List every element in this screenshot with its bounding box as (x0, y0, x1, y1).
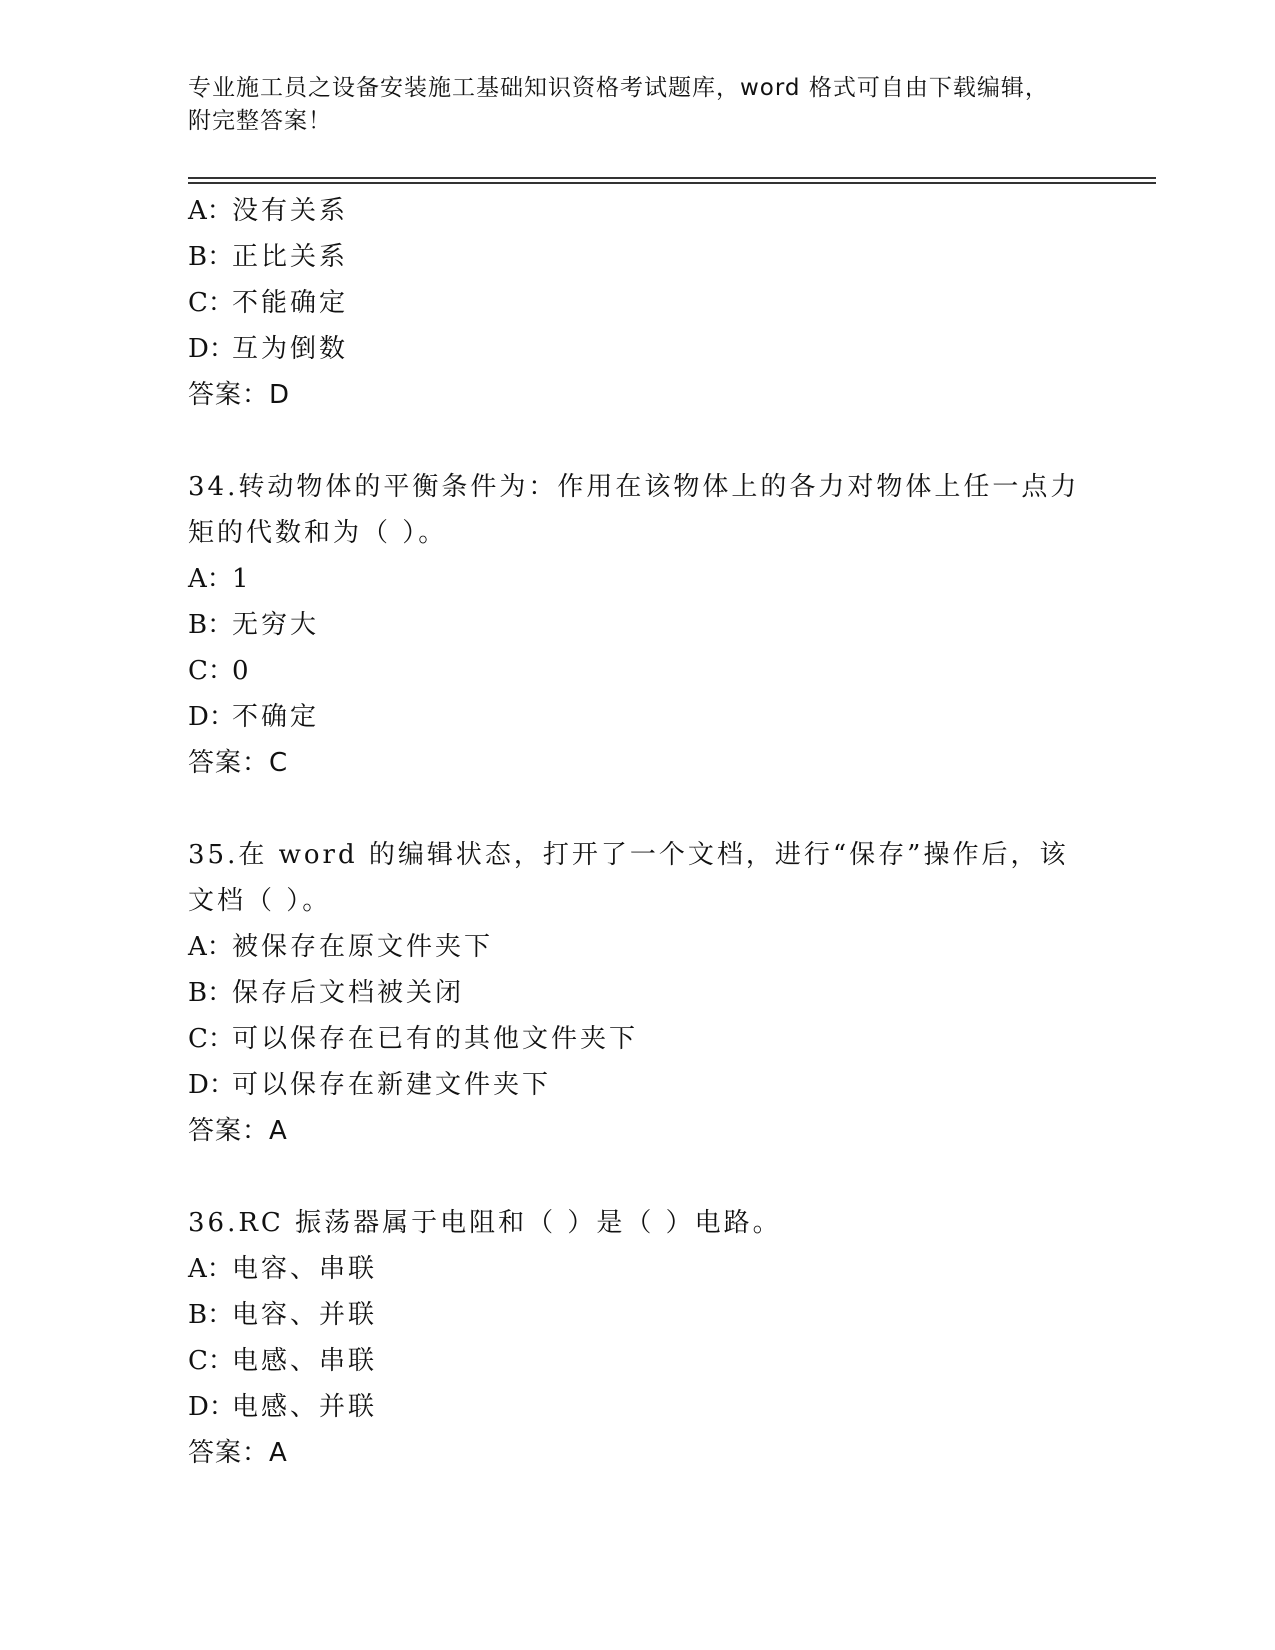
option-b (188, 602, 1088, 648)
option-text: 没有关系 (232, 196, 349, 226)
document-header (188, 72, 1088, 138)
option-text: 0 (232, 656, 252, 686)
question-36 (188, 1200, 1088, 1476)
option-b (188, 1292, 1088, 1338)
option-d (188, 1062, 1088, 1108)
question-list (188, 188, 1088, 1476)
question-stem: 35.在 word 的编辑状态，打开了一个文档，进行“保存”操作后，该 (188, 840, 1069, 870)
option-d (188, 694, 1088, 740)
option-text: 不确定 (232, 702, 320, 732)
option-text: 无穷大 (232, 610, 320, 640)
option-text: 不能确定 (232, 288, 349, 318)
answer: 答案：C (188, 748, 289, 778)
option-label: B： (188, 1300, 234, 1330)
option-d (188, 1384, 1088, 1430)
question-stem-continued: 矩的代数和为（ ）。 (188, 518, 448, 548)
answer: 答案：A (188, 1116, 288, 1146)
option-text: 电感、并联 (232, 1392, 378, 1422)
option-label: C： (188, 1024, 234, 1054)
option-label: A： (188, 1254, 233, 1284)
answer: 答案：D (188, 380, 291, 410)
header-divider-bottom (188, 182, 1156, 184)
option-c (188, 1338, 1088, 1384)
option-a (188, 924, 1088, 970)
option-text: 电感、串联 (232, 1346, 378, 1376)
question-33 (188, 188, 1088, 418)
option-c (188, 280, 1088, 326)
option-label: C： (188, 1346, 234, 1376)
option-a (188, 556, 1088, 602)
option-label: B： (188, 610, 234, 640)
option-label: D： (188, 702, 235, 732)
option-label: A： (188, 932, 233, 962)
option-label: B： (188, 978, 234, 1008)
answer: 答案：A (188, 1438, 288, 1468)
question-stem: 34.转动物体的平衡条件为：作用在该物体上的各力对物体上任一点力 (188, 472, 1080, 502)
header-line-1: 专业施工员之设备安装施工基础知识资格考试题库，word 格式可自由下载编辑， (188, 75, 1049, 101)
option-text: 保存后文档被关闭 (232, 978, 465, 1008)
option-d (188, 326, 1088, 372)
question-35 (188, 832, 1088, 1154)
question-stem: 36.RC 振荡器属于电阻和（ ）是（ ）电路。 (188, 1208, 782, 1238)
option-label: D： (188, 334, 235, 364)
option-text: 可以保存在已有的其他文件夹下 (232, 1024, 639, 1054)
option-b (188, 970, 1088, 1016)
option-a (188, 188, 1088, 234)
option-c (188, 648, 1088, 694)
option-label: D： (188, 1392, 235, 1422)
option-text: 1 (232, 564, 252, 594)
option-text: 电容、并联 (232, 1300, 378, 1330)
option-text: 被保存在原文件夹下 (232, 932, 494, 962)
header-divider-top (188, 177, 1156, 179)
option-b (188, 234, 1088, 280)
option-text: 可以保存在新建文件夹下 (232, 1070, 552, 1100)
question-34 (188, 464, 1088, 786)
option-c (188, 1016, 1088, 1062)
option-text: 正比关系 (232, 242, 349, 272)
option-label: C： (188, 656, 234, 686)
option-text: 互为倒数 (232, 334, 349, 364)
option-label: D： (188, 1070, 235, 1100)
option-label: C： (188, 288, 234, 318)
question-stem-continued: 文档（ ）。 (188, 886, 332, 916)
option-label: A： (188, 564, 233, 594)
header-line-2: 附完整答案！ (188, 108, 332, 134)
option-a (188, 1246, 1088, 1292)
option-text: 电容、串联 (232, 1254, 378, 1284)
option-label: A： (188, 196, 233, 226)
option-label: B： (188, 242, 234, 272)
